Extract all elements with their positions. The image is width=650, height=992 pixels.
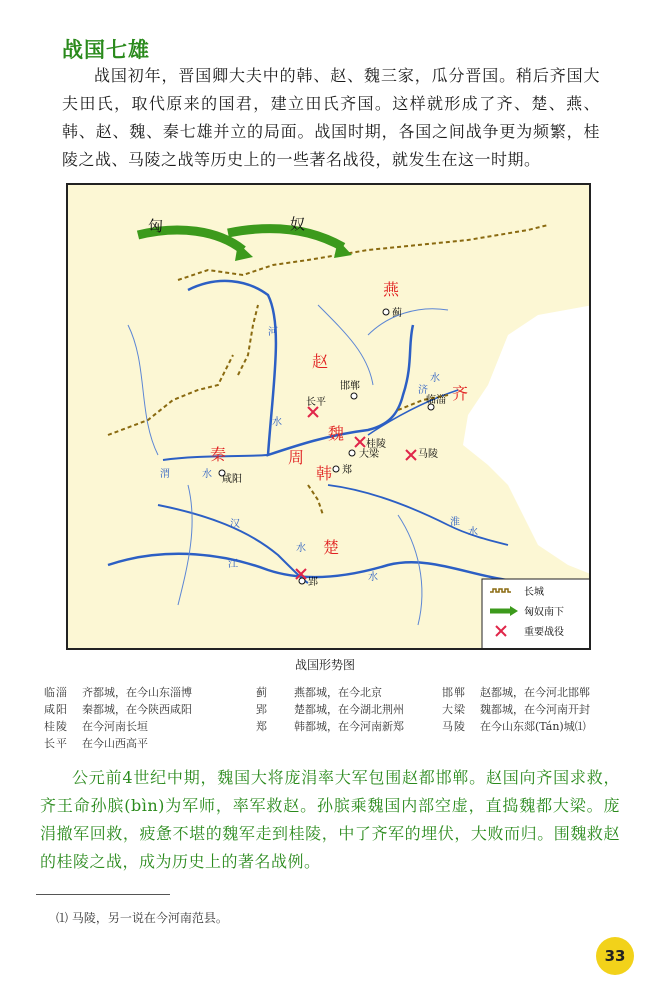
city-zheng xyxy=(333,463,352,476)
city-maling xyxy=(418,447,438,460)
river-label: 渭 xyxy=(160,469,170,480)
footnote-divider xyxy=(36,894,170,895)
legend-wall-label: 长城 xyxy=(524,587,544,598)
great-wall-qin xyxy=(108,355,233,435)
river-label: 水 xyxy=(296,543,306,554)
great-wall-wei xyxy=(238,305,258,375)
map-caption: 战国形势图 xyxy=(294,658,355,672)
map-legend xyxy=(482,579,590,649)
battle-icon xyxy=(308,407,318,417)
intro-paragraph: 战国初年，晋国卿大夫中的韩、赵、魏三家，瓜分晋国。稍后齐国大夫田氏，取代原来的国君，建立田氏齐国。这样就形成了齐、楚、燕、韩、赵、魏、秦七雄并立的局面。战国时期，各国之间战争更为频繁，桂陵之战、马陵之战等历史上的一些著名战役，就发生在这一时期。 xyxy=(62,66,600,169)
huai-river xyxy=(328,485,508,545)
glossary-item: 临淄 齐都城，在今山东淄博 xyxy=(44,686,192,699)
river-label: 水 xyxy=(468,527,478,538)
state-label-yan: 燕 xyxy=(383,280,400,299)
city-daliang xyxy=(349,447,380,460)
xiongnu-arrow-2 xyxy=(228,229,343,247)
glossary-item: 咸阳 秦都城，在今陕西咸阳 xyxy=(44,703,192,716)
svg-text:咸阳: 咸阳 xyxy=(222,474,242,485)
state-label-qi: 齐 xyxy=(452,384,469,403)
city-ji xyxy=(383,306,402,319)
footnote: ⑴ 马陵，另一说在今河南范县。 xyxy=(56,911,228,925)
han-river xyxy=(158,505,308,583)
river-label: 汉 xyxy=(230,519,240,530)
city-handan xyxy=(340,379,360,399)
state-label-zhao: 赵 xyxy=(312,352,329,371)
city-changping xyxy=(306,396,326,408)
legend-xiongnu-label: 匈奴南下 xyxy=(524,607,564,618)
glossary-item: 大梁 魏都城，在今河南开封 xyxy=(442,703,590,716)
battle-icon xyxy=(355,437,365,447)
svg-text:马陵: 马陵 xyxy=(418,449,438,460)
state-label-qin: 秦 xyxy=(210,445,227,464)
svg-text:长平: 长平 xyxy=(306,397,326,408)
legend-battle-label: 重要战役 xyxy=(524,627,564,638)
river-label: 济 xyxy=(418,385,428,396)
xiongnu-label-1: 匈 xyxy=(148,217,164,235)
river-label: 水 xyxy=(272,417,282,428)
river-label: 水 xyxy=(430,373,440,384)
glossary-item: 蓟 燕都城，在今北京 xyxy=(256,686,382,699)
svg-text:邯郸: 邯郸 xyxy=(340,381,360,392)
river-label: 淮 xyxy=(450,517,460,528)
svg-text:郑: 郑 xyxy=(342,465,352,476)
state-label-wei: 魏 xyxy=(328,424,345,443)
river-label: 河 xyxy=(268,327,278,338)
glossary-item: 马陵 在今山东郯(Tán)城⑴ xyxy=(442,720,586,733)
glossary-item: 长平 在今山西高平 xyxy=(44,737,148,750)
page-number: 33 xyxy=(596,937,634,975)
story-paragraph: 公元前4世纪中期，魏国大将庞涓率大军包围赵都邯郸。赵国向齐国求救，齐王命孙膑(bìn)为军师，率军救赵。孙膑乘魏国内部空虚，直捣魏都大梁。庞涓撤军回救，疲惫不堪的魏军走到桂陵，中了齐军的埋伏，大败而归。围魏救赵的桂陵之战，成为历史上的著名战例。 xyxy=(40,768,620,871)
city-xianyang xyxy=(219,470,242,485)
great-wall-zhongshan xyxy=(308,485,323,515)
glossary-item: 桂陵 在今河南长垣 xyxy=(44,720,148,733)
city-linzi xyxy=(426,393,446,410)
yellow-river xyxy=(188,281,413,455)
state-label-zhou: 周 xyxy=(288,448,305,467)
river-label: 水 xyxy=(368,572,378,583)
battle-icon xyxy=(406,450,416,460)
glossary-item: 邯郸 赵都城，在今河北邯郸 xyxy=(442,686,590,699)
state-label-han: 韩 xyxy=(316,464,333,483)
glossary-item: 郢 楚都城，在今湖北荆州 xyxy=(256,703,404,716)
river-label: 江 xyxy=(228,559,238,570)
svg-text:郢: 郢 xyxy=(308,577,318,588)
map-svg xyxy=(68,185,591,650)
section-title: 战国七雄 xyxy=(62,38,150,62)
svg-text:蓟: 蓟 xyxy=(392,308,402,319)
xiongnu-label-2: 奴 xyxy=(290,215,306,233)
svg-text:临淄: 临淄 xyxy=(426,395,446,406)
warring-states-map xyxy=(66,183,591,650)
svg-text:大梁: 大梁 xyxy=(359,449,379,460)
glossary-item: 郑 韩都城，在今河南新郑 xyxy=(256,720,404,733)
city-ying xyxy=(299,576,318,588)
svg-text:桂陵: 桂陵 xyxy=(366,439,386,450)
river-label: 水 xyxy=(202,469,212,480)
sea-area xyxy=(463,305,591,575)
state-label-chu: 楚 xyxy=(323,538,340,557)
